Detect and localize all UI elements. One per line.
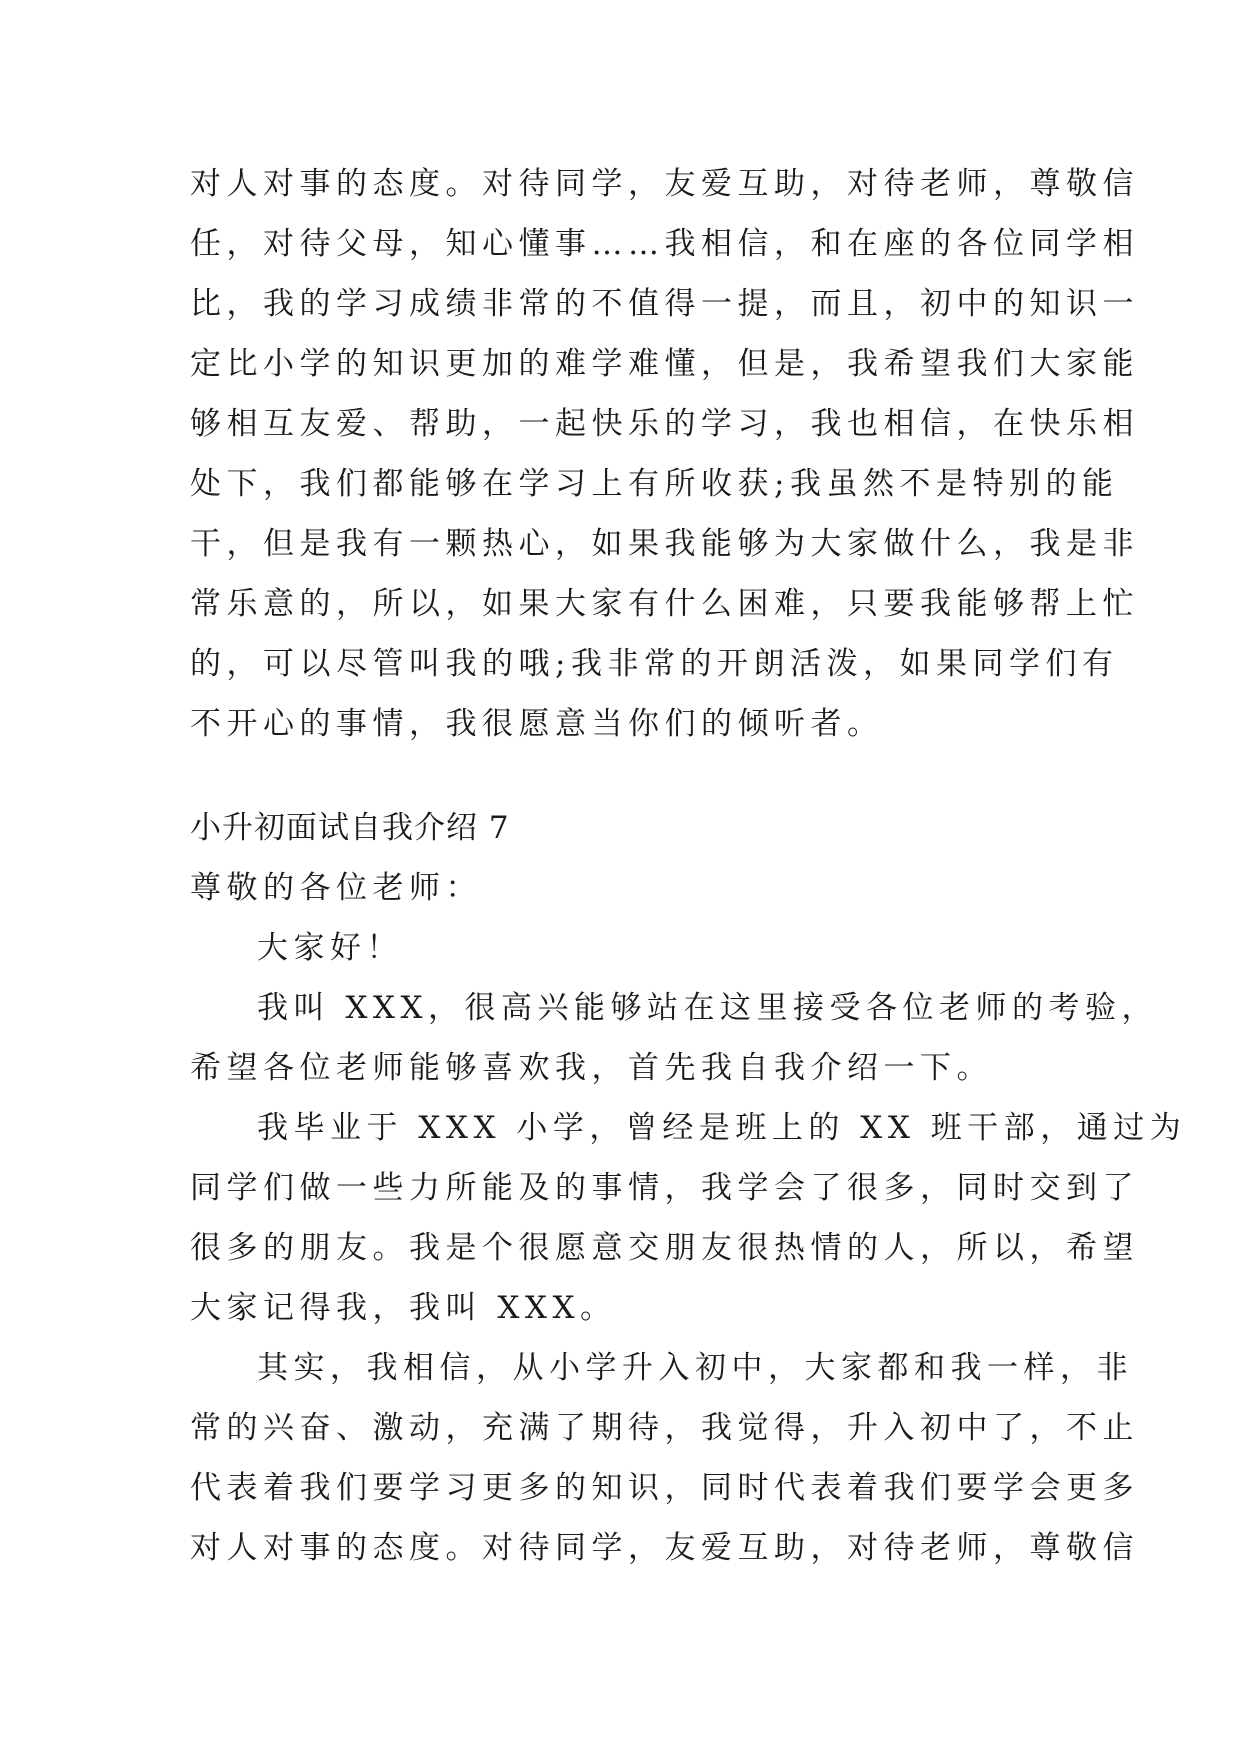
paragraph-line: 对人对事的态度。对待同学，友爱互助，对待老师，尊敬信	[190, 1530, 1139, 1566]
paragraph-line: 同学们做一些力所能及的事情，我学会了很多，同时交到了	[190, 1170, 1139, 1206]
paragraph-line: 常乐意的，所以，如果大家有什么困难，只要我能够帮上忙	[190, 586, 1139, 622]
paragraph-line: 定比小学的知识更加的难学难懂，但是，我希望我们大家能	[190, 346, 1139, 382]
paragraph-line: 常的兴奋、激动，充满了期待，我觉得，升入初中了，不止	[190, 1410, 1139, 1446]
paragraph-line: 代表着我们要学习更多的知识，同时代表着我们要学会更多	[190, 1470, 1139, 1506]
paragraph-line: 大家记得我，我叫 XXX。	[190, 1290, 617, 1326]
paragraph-line: 对人对事的态度。对待同学，友爱互助，对待老师，尊敬信	[190, 166, 1139, 202]
paragraph-line: 希望各位老师能够喜欢我，首先我自我介绍一下。	[190, 1050, 993, 1086]
paragraph-line: 的，可以尽管叫我的哦;我非常的开朗活泼，如果同学们有	[190, 646, 1119, 682]
salutation: 尊敬的各位老师：	[190, 870, 482, 906]
paragraph-line: 处下，我们都能够在学习上有所收获;我虽然不是特别的能	[190, 466, 1119, 502]
paragraph-line: 我叫 XXX，很高兴能够站在这里接受各位老师的考验，	[257, 990, 1159, 1026]
paragraph-line: 不开心的事情，我很愿意当你们的倾听者。	[190, 706, 884, 742]
greeting: 大家好！	[257, 930, 403, 966]
paragraph-line: 够相互友爱、帮助，一起快乐的学习，我也相信，在快乐相	[190, 406, 1139, 442]
paragraph-line: 比，我的学习成绩非常的不值得一提，而且，初中的知识一	[190, 286, 1139, 322]
paragraph-line: 其实，我相信，从小学升入初中，大家都和我一样，非	[257, 1350, 1133, 1386]
paragraph-line: 干，但是我有一颗热心，如果我能够为大家做什么，我是非	[190, 526, 1139, 562]
section-heading: 小升初面试自我介绍 7	[190, 810, 510, 846]
paragraph-line: 我毕业于 XXX 小学，曾经是班上的 XX 班干部，通过为	[257, 1110, 1187, 1146]
paragraph-line: 任，对待父母，知心懂事……我相信，和在座的各位同学相	[190, 226, 1139, 262]
paragraph-line: 很多的朋友。我是个很愿意交朋友很热情的人，所以，希望	[190, 1230, 1139, 1266]
